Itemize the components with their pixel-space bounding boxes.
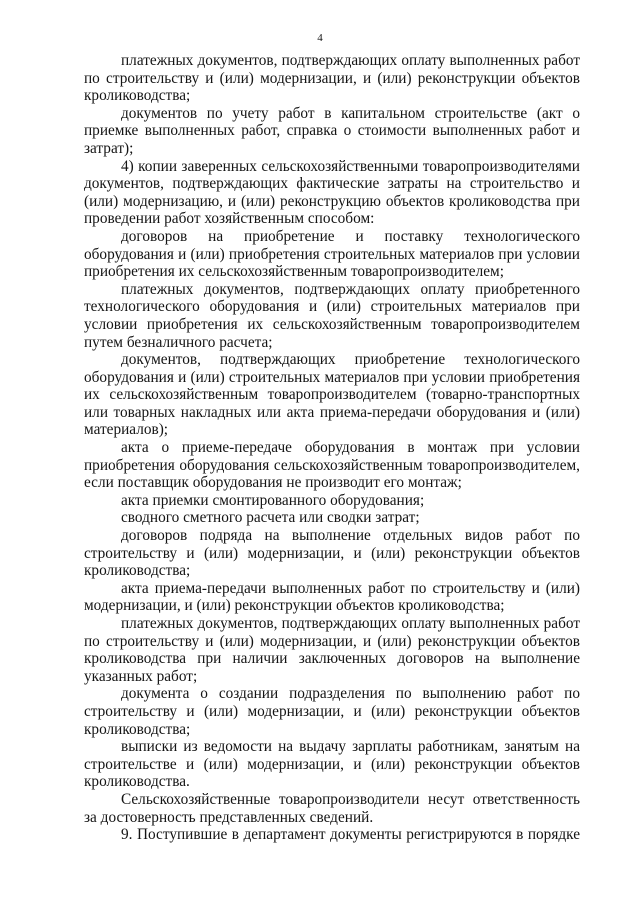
paragraph-subdivision-document: документа о создании подразделения по выполнению работ по строительству и (или) модернизации, и (или) реконструкции объектов кролиководства; (84, 685, 580, 738)
paragraph-estimate: сводного сметного расчета или сводки затрат; (121, 509, 420, 527)
paragraph-equipment-payment-documents: платежных документов, подтверждающих оплату приобретенного технологического оборудования и (или) строительных материалов при условии приобретения их сельскохозяйственным товаропроизводителем путем безналичного расчета; (84, 280, 580, 351)
paragraph-item-9-registration: 9. Поступившие в департамент документы регистрируются в порядке (121, 826, 580, 844)
paragraph-installation-transfer-act: акта о приеме-передаче оборудования в монтаж при условии приобретения оборудования сельскохозяйственным товаропроизводителем, если поставщик оборудования не производит его монтаж; (84, 439, 580, 492)
document-body (84, 52, 580, 844)
paragraph-acceptance-act: акта приемки смонтированного оборудования; (121, 491, 425, 509)
paragraph-payroll-extract: выписки из ведомости на выдачу зарплаты работникам, занятым на строительстве и (или) модернизации, и (или) реконструкции объектов кролиководства. (84, 738, 580, 791)
paragraph-works-transfer-act: акта приема-передачи выполненных работ по строительству и (или) модернизации, и (или) реконструкции объектов кролиководства; (84, 579, 580, 615)
paragraph-acquisition-documents: документов, подтверждающих приобретение технологического оборудования и (или) строительных материалов при условии приобретения их сельскохозяйственным товаропроизводителем (товарно-транспортных или товарных накладных или акта приема-передачи оборудования и (или) материалов); (84, 351, 580, 439)
page-number: 4 (317, 32, 323, 44)
paragraph-item-4-copies: 4) копии заверенных сельскохозяйственными товаропроизводителями документов, подтверждающих фактические затраты на строительство и (или) модернизацию, и (или) реконструкцию объектов кролиководства при проведении работ хозяйственным способом: (84, 157, 580, 228)
paragraph-contractor-agreements: договоров подряда на выполнение отдельных видов работ по строительству и (или) модернизации, и (или) реконструкции объектов кролиководства; (84, 527, 580, 580)
paragraph-responsibility: Сельскохозяйственные товаропроизводители несут ответственность за достоверность представленных сведений. (84, 790, 580, 826)
paragraph-works-payment-documents: платежных документов, подтверждающих оплату выполненных работ по строительству и (или) модернизации, и (или) реконструкции объектов кролиководства при наличии заключенных договоров на выполнение указанных работ; (84, 615, 580, 685)
paragraph-accounting-documents: документов по учету работ в капитальном строительстве (акт о приемке выполненных работ, справка о стоимости выполненных работ и затрат); (84, 104, 580, 157)
paragraph-payment-documents: платежных документов, подтверждающих оплату выполненных работ по строительству и (или) модернизации, и (или) реконструкции объектов кролиководства; (84, 52, 580, 105)
paragraph-supply-contracts: договоров на приобретение и поставку технологического оборудования и (или) приобретения строительных материалов при условии приобретения их сельскохозяйственным товаропроизводителем; (84, 227, 580, 281)
